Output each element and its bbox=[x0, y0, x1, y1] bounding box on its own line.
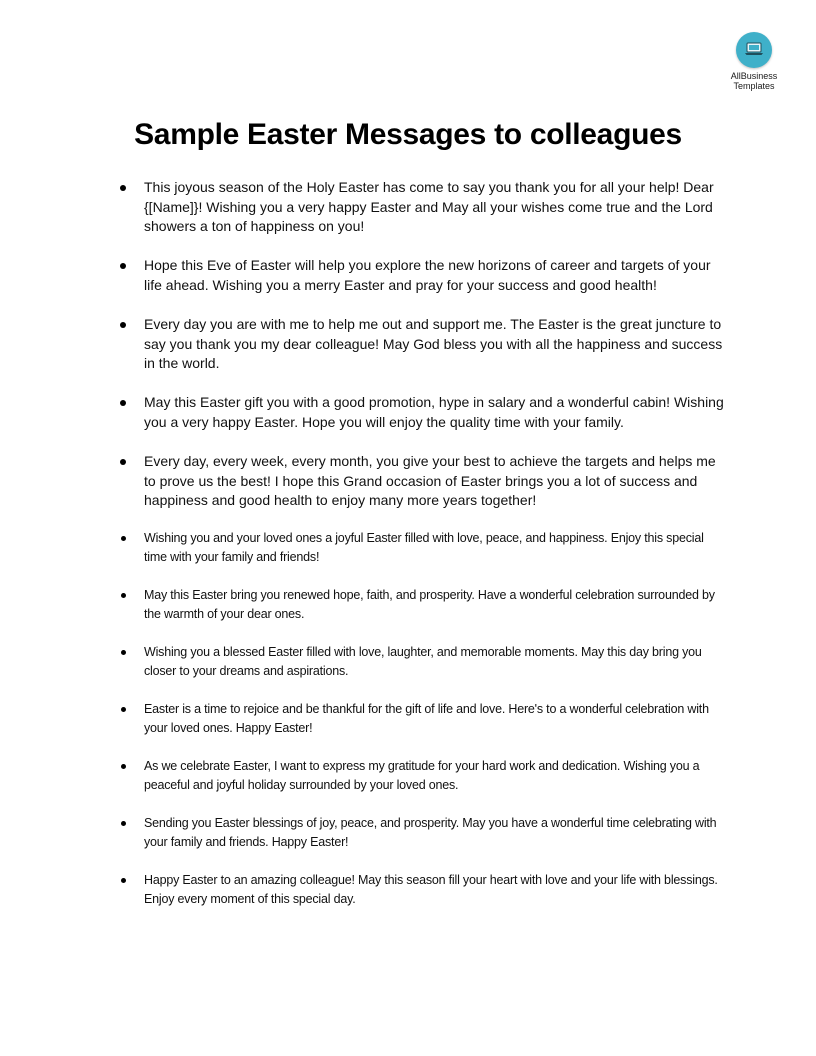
bullet-icon bbox=[121, 536, 126, 541]
message-text: Every day you are with me to help me out and support me. The Easter is the great juncture to say you thank you my dear colleague! May God bless you with all the happiness and success in the world. bbox=[144, 316, 723, 371]
message-text: Sending you Easter blessings of joy, peace, and prosperity. May you have a wonderful time celebrating with your family and friends. Happy Easter! bbox=[144, 816, 717, 849]
list-item bbox=[144, 256, 724, 295]
message-text: Easter is a time to rejoice and be thankful for the gift of life and love. Here's to a wonderful celebration with your loved ones. Happy Easter! bbox=[144, 702, 709, 735]
bullet-icon bbox=[120, 185, 126, 191]
list-item bbox=[144, 393, 724, 432]
message-text: Happy Easter to an amazing colleague! May this season fill your heart with love and your life with blessings. Enjoy every moment of this special day. bbox=[144, 873, 718, 906]
logo-badge bbox=[736, 32, 772, 68]
list-item bbox=[144, 586, 724, 624]
bullet-icon bbox=[120, 459, 126, 465]
logo-text-line2: Templates bbox=[733, 81, 775, 91]
message-text: As we celebrate Easter, I want to express my gratitude for your hard work and dedication. Wishing you a peaceful and joyful holiday surrounded by your loved ones. bbox=[144, 759, 700, 792]
list-item bbox=[144, 178, 724, 237]
list-item bbox=[144, 814, 724, 852]
bullet-icon bbox=[121, 878, 126, 883]
list-item bbox=[144, 871, 724, 909]
bullet-icon bbox=[120, 322, 126, 328]
list-item bbox=[144, 643, 724, 681]
message-text: May this Easter bring you renewed hope, faith, and prosperity. Have a wonderful celebration surrounded by the warmth of your dear ones. bbox=[144, 588, 715, 621]
list-item bbox=[144, 757, 724, 795]
logo-text-line1: AllBusiness bbox=[730, 71, 778, 81]
bullet-icon bbox=[121, 821, 126, 826]
document-title: Sample Easter Messages to colleagues bbox=[134, 118, 682, 151]
bullet-icon bbox=[120, 263, 126, 269]
message-text: Hope this Eve of Easter will help you explore the new horizons of career and targets of your life ahead. Wishing you a merry Easter and pray for your success and good health! bbox=[144, 257, 711, 293]
bullet-icon bbox=[121, 650, 126, 655]
list-item bbox=[144, 700, 724, 738]
list-item bbox=[144, 315, 724, 374]
allbusiness-templates-logo bbox=[718, 32, 790, 91]
bullet-icon bbox=[121, 764, 126, 769]
bullet-icon bbox=[121, 593, 126, 598]
bullet-icon bbox=[121, 707, 126, 712]
message-text: Wishing you a blessed Easter filled with love, laughter, and memorable moments. May this day bring you closer to your dreams and aspirations. bbox=[144, 645, 702, 678]
laptop-icon bbox=[744, 41, 764, 57]
message-text: Every day, every week, every month, you give your best to achieve the targets and helps me to prove us the best! I hope this Grand occasion of Easter brings you a lot of success and happiness and good health to enjoy many more years together! bbox=[144, 453, 716, 508]
bullet-icon bbox=[120, 400, 126, 406]
message-text: This joyous season of the Holy Easter has come to say you thank you for all your help! Dear {[Name]}! Wishing you a very happy Easter and May all your wishes come true and the Lord showers a ton of happiness on you! bbox=[144, 179, 714, 234]
list-item bbox=[144, 529, 724, 567]
message-text: May this Easter gift you with a good promotion, hype in salary and a wonderful cabin! Wishing you a very happy Easter. Hope you will enjoy the quality time with your family. bbox=[144, 394, 724, 430]
list-item bbox=[144, 452, 724, 511]
message-text: Wishing you and your loved ones a joyful Easter filled with love, peace, and happiness. Enjoy this special time with your family and friends! bbox=[144, 531, 704, 564]
